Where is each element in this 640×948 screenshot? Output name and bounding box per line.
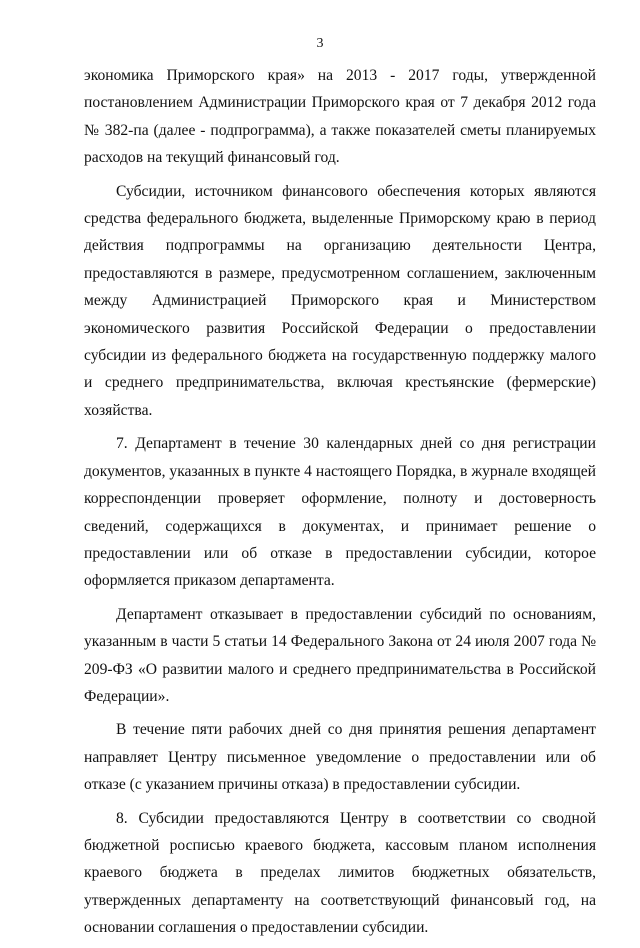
paragraph-continuation: экономика Приморского края» на 2013 - 2017 годы, утвержденной постановлением Администрации Приморского края от 7 декабря 2012 года № 382-па (далее - подпрограмма), а также показателей сметы планируемых расходов на текущий финансовый год. bbox=[84, 67, 596, 167]
document-body bbox=[84, 62, 596, 948]
paragraph-item-7: 7. Департамент в течение 30 календарных дней со дня регистрации документов, указанных в пункте 4 настоящего Порядка, в журнале входящей корреспонденции проверяет оформление, полноту и достоверность сведений, содержащихся в документах, и принимает решение о предоставлении или об отказе в предоставлении субсидии, которое оформляется приказом департамента. bbox=[84, 435, 596, 590]
paragraph-item-8: 8. Субсидии предоставляются Центру в соответствии со сводной бюджетной росписью краевого бюджета, кассовым планом исполнения краевого бюджета в пределах лимитов бюджетных обязательств, утвержденных департаменту на соответствующий финансовый год, на основании соглашения о предоставлении субсидии. bbox=[84, 809, 596, 937]
paragraph-notification: В течение пяти рабочих дней со дня принятия решения департамент направляет Центру письменное уведомление о предоставлении или об отказе (с указанием причины отказа) в предоставлении субсидии. bbox=[84, 721, 596, 794]
paragraph-subsidies-federal: Субсидии, источником финансового обеспечения которых являются средства федерального бюджета, выделенные Приморскому краю в период действия подпрограммы на организацию деятельности Центра, предоставляются в размере, предусмотренном соглашением, заключенным между Администрацией Приморского края и Министерством экономического развития Российской Федерации о предоставлении субсидии из федерального бюджета на государственную поддержку малого и среднего предпринимательства, включая крестьянские (фермерские) хозяйства. bbox=[84, 182, 596, 419]
page-number: 3 bbox=[316, 36, 324, 51]
paragraph-refusal-grounds: Департамент отказывает в предоставлении субсидий по основаниям, указанным в части 5 статьи 14 Федерального Закона от 24 июля 2007 года № 209-ФЗ «О развитии малого и среднего предпринимательства в Российской Федерации». bbox=[84, 605, 596, 705]
